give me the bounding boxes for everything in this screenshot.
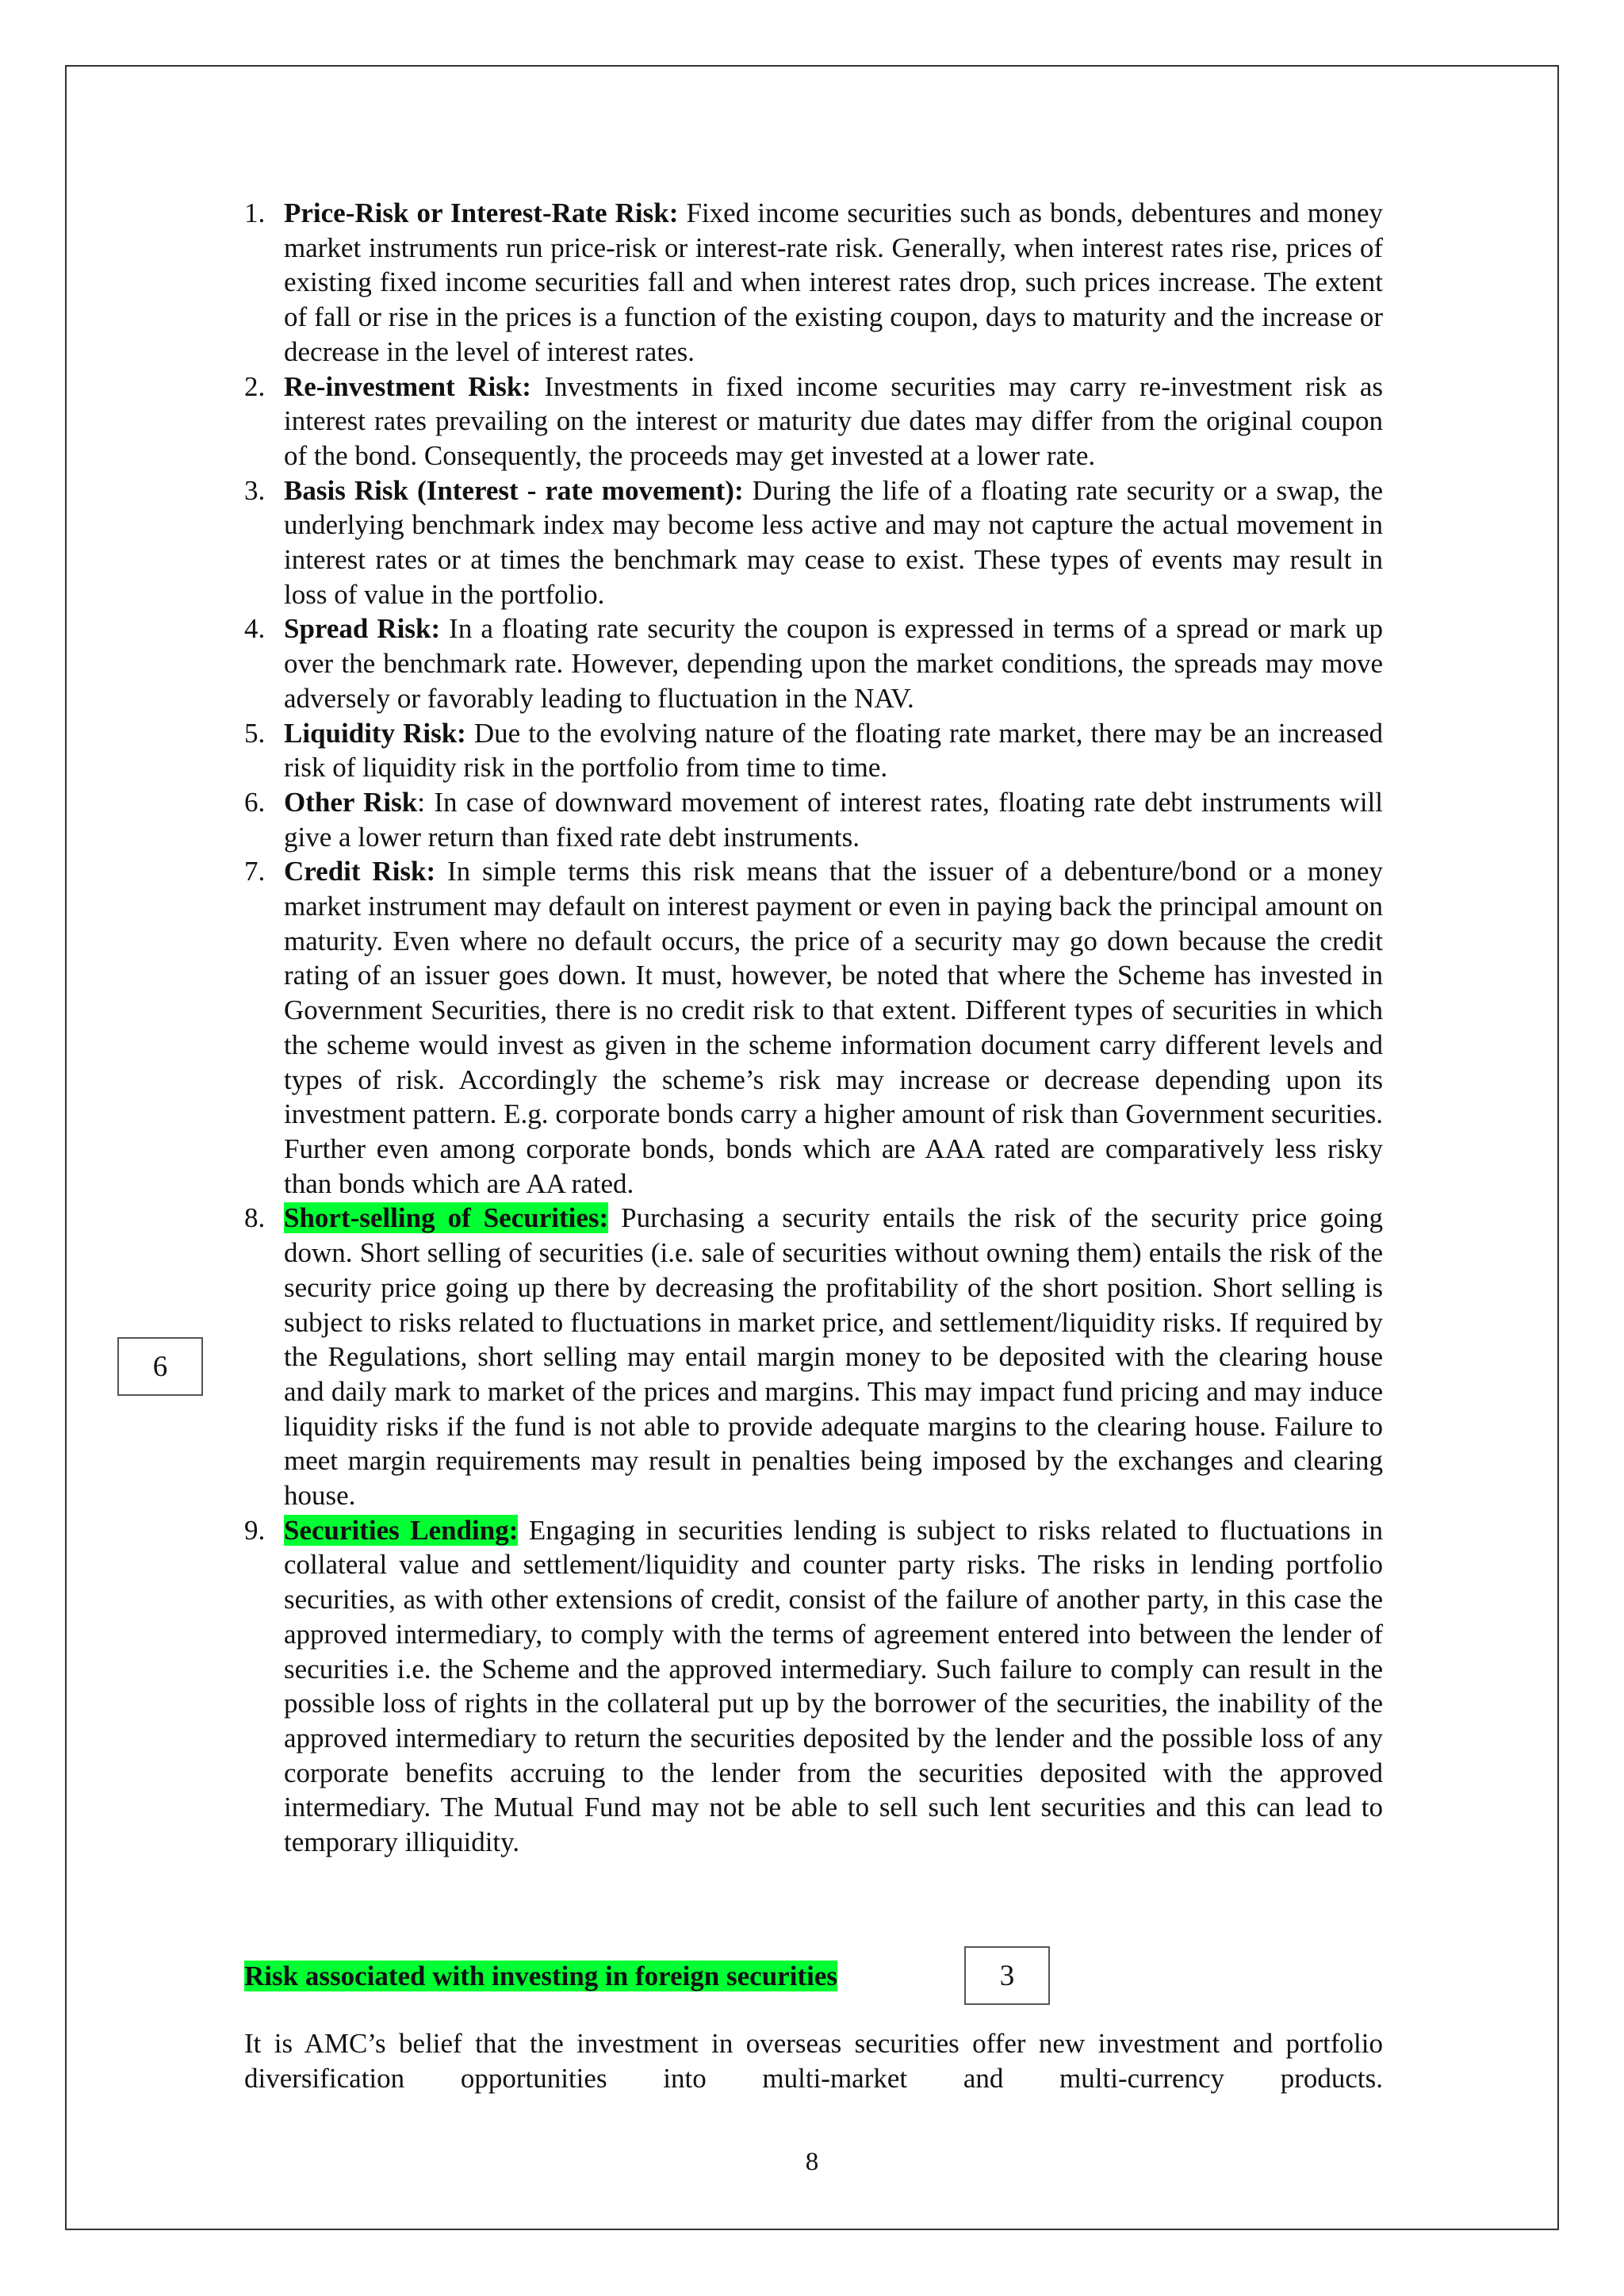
risk-item: [244, 785, 1383, 854]
risk-title: Short-selling of Securities:: [284, 1202, 609, 1234]
risk-title: Credit Risk:: [284, 856, 436, 887]
risk-title: Re-investment Risk:: [284, 370, 531, 402]
risk-item: [244, 611, 1383, 715]
risk-number: 1.: [244, 197, 266, 228]
risk-number: 7.: [244, 856, 266, 887]
risk-number: 6.: [244, 786, 266, 818]
risk-item: [244, 1201, 1383, 1512]
page-number: 8: [805, 2148, 819, 2176]
risk-title: Basis Risk (Interest - rate movement):: [284, 474, 744, 506]
risk-description: Investments in fixed income securities may carry re-investment risk as interest rates prevailing on the interest or maturity due dates may differ from the original coupon of the bond. Consequently, the proceeds may get invested at a lower rate.: [284, 370, 1383, 471]
section-heading-text: Risk associated with investing in foreign securities: [244, 1961, 837, 1991]
risk-title: Price-Risk or Interest-Rate Risk:: [284, 197, 679, 228]
risk-number: 5.: [244, 717, 266, 749]
section-heading: [244, 1959, 837, 1994]
risk-item: [244, 854, 1383, 1201]
risk-item: [244, 473, 1383, 612]
risk-item: [244, 196, 1383, 370]
risk-title: Spread Risk:: [284, 613, 441, 645]
risk-item: [244, 1513, 1383, 1860]
risk-title: Securities Lending:: [284, 1514, 519, 1546]
risk-title: Liquidity Risk:: [284, 717, 466, 749]
risk-description: Engaging in securities lending is subject to risks related to fluctuations in collateral value and settlement/liquidity and counter party risks. The risks in lending portfolio securities, as with other extensions of credit, consist of the failure of another party, in this case the approved intermediary, to comply with the terms of agreement entered into between the lender of securities i.e. the Scheme and the approved intermediary. Such failure to comply can result in the possible loss of rights in the collateral put up by the borrower of the securities, the inability of the approved intermediary to return the securities deposited by the lender and the possible loss of any corporate benefits accruing to the lender from the securities deposited with the approved intermediary. The Mutual Fund may not be able to sell such lent securities and this can lead to temporary illiquidity.: [284, 1514, 1384, 1858]
risk-item: [244, 370, 1383, 473]
risk-number: 3.: [244, 474, 266, 506]
margin-marker-box: 3: [964, 1946, 1050, 2005]
risk-factor-list: [244, 196, 1383, 1860]
risk-number: 4.: [244, 613, 266, 645]
margin-marker-box: 6: [117, 1337, 203, 1396]
risk-description: In simple terms this risk means that the issuer of a debenture/bond or a money market instrument may default on interest payment or even in paying back the principal amount on maturity. Even where no default occurs, the price of a security may go down because the credit rating of an issuer goes down. It must, however, be noted that where the Scheme has invested in Government Securities, there is no credit risk to that extent. Different types of securities in which the scheme would invest as given in the scheme information document carry different levels and types of risk. Accordingly the scheme’s risk may increase or decrease depending upon its investment pattern. E.g. corporate bonds carry a higher amount of risk than Government securities. Further even among corporate bonds, bonds which are AAA rated are comparatively less risky than bonds which are AA rated.: [284, 856, 1383, 1199]
risk-description: : In case of downward movement of interest rates, floating rate debt instruments will give a lower return than fixed rate debt instruments.: [284, 786, 1383, 853]
risk-description: In a floating rate security the coupon is expressed in terms of a spread or mark up over the benchmark rate. However, depending upon the market conditions, the spreads may move adversely or favorably leading to fluctuation in the NAV.: [284, 613, 1383, 714]
risk-number: 9.: [244, 1514, 266, 1546]
risk-number: 8.: [244, 1202, 266, 1234]
risk-title: Other Risk: [284, 786, 418, 818]
risk-description: Purchasing a security entails the risk of the security price going down. Short selling of securities (i.e. sale of securities without owning them) entails the risk of the security price going up there by decreasing the profitability of the short position. Short selling is subject to risks related to fluctuations in market price, and settlement/liquidity risks. If required by the Regulations, short selling may entail margin money to be deposited with the clearing house and daily mark to market of the prices and margins. This may impact fund pricing and may induce liquidity risks if the fund is not able to provide adequate margins to the clearing house. Failure to meet margin requirements may result in penalties being imposed by the exchanges and clearing house.: [284, 1202, 1383, 1512]
risk-description: During the life of a floating rate security or a swap, the underlying benchmark index may become less active and may not capture the actual movement in interest rates or at times the benchmark may cease to exist. These types of events may result in loss of value in the portfolio.: [284, 474, 1383, 610]
body-paragraph: It is AMC’s belief that the investment in overseas securities offer new investment and portfolio diversification opportunities into multi-market and multi-currency products.: [244, 2028, 1383, 2094]
risk-description: Fixed income securities such as bonds, debentures and money market instruments run price-risk or interest-rate risk. Generally, when interest rates rise, prices of existing fixed income securities fall and when interest rates drop, such prices increase. The extent of fall or rise in the prices is a function of the existing coupon, days to maturity and the increase or decrease in the level of interest rates.: [284, 197, 1383, 367]
risk-item: [244, 716, 1383, 785]
risk-description: Due to the evolving nature of the floating rate market, there may be an increased risk of liquidity risk in the portfolio from time to time.: [284, 717, 1383, 784]
risk-number: 2.: [244, 370, 266, 402]
